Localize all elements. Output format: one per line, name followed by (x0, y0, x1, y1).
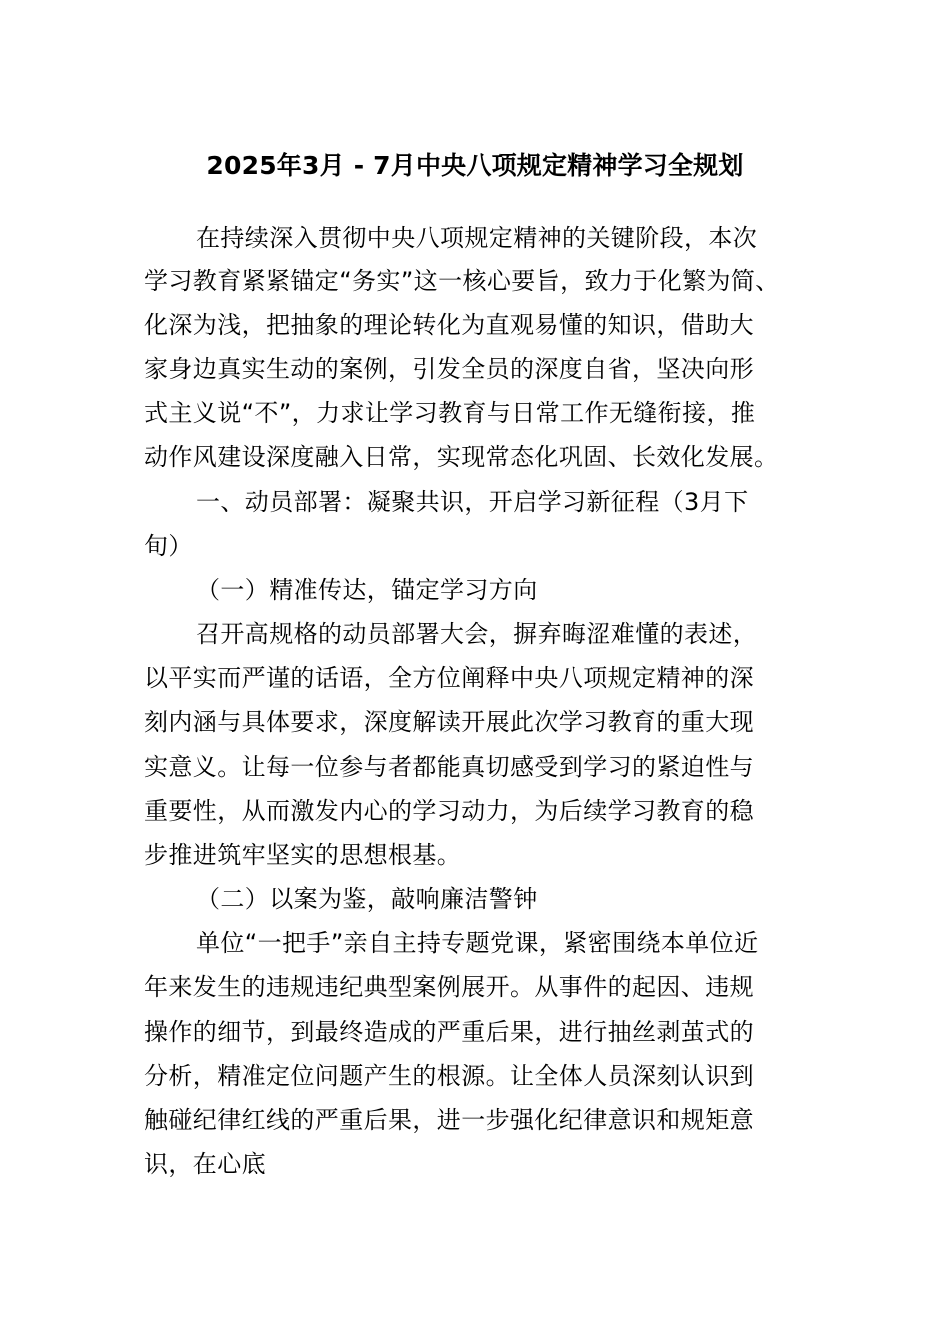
paragraph-line: 重要性，从而激发内心的学习动力，为后续学习教育的稳 (144, 797, 754, 825)
paragraph-line: 操作的细节，到最终造成的严重后果，进行抽丝剥茧式的 (144, 1018, 754, 1046)
paragraph-line: 刻内涵与具体要求，深度解读开展此次学习教育的重大现 (144, 708, 754, 736)
paragraph-line: 实意义。让每一位参与者都能真切感受到学习的紧迫性与 (144, 753, 754, 781)
paragraph-line: 步推进筑牢坚实的思想根基。 (144, 841, 462, 869)
subsection-heading: （二）以案为鉴，敲响廉洁警钟 (196, 885, 538, 913)
paragraph-line: 识，在心底 (144, 1150, 266, 1178)
paragraph-line: 分析，精准定位问题产生的根源。让全体人员深刻认识到 (144, 1062, 754, 1090)
paragraph-line: 学习教育紧紧锚定“务实”这一核心要旨，致力于化繁为简、 (144, 267, 780, 295)
document-title: 2025年3月 - 7月中央八项规定精神学习全规划 (206, 151, 744, 180)
paragraph-line: 以平实而严谨的话语，全方位阐释中央八项规定精神的深 (144, 664, 754, 692)
paragraph-line: 年来发生的违规违纪典型案例展开。从事件的起因、违规 (144, 973, 754, 1001)
paragraph-line: 化深为浅，把抽象的理论转化为直观易懂的知识，借助大 (144, 311, 754, 339)
section-heading: 一、动员部署：凝聚共识，开启学习新征程（3月下 (196, 488, 749, 516)
paragraph-line: 单位“一把手”亲自主持专题党课，紧密围绕本单位近 (196, 929, 759, 957)
paragraph-line: 召开高规格的动员部署大会，摒弃晦涩难懂的表述， (196, 620, 758, 648)
subsection-heading: （一）精准传达，锚定学习方向 (196, 576, 538, 604)
paragraph-line: 在持续深入贯彻中央八项规定精神的关键阶段，本次 (196, 224, 758, 252)
section-heading: 旬） (144, 532, 193, 560)
paragraph-line: 式主义说“不”，力求让学习教育与日常工作无缝衔接，推 (144, 399, 756, 427)
paragraph-line: 动作风建设深度融入日常，实现常态化巩固、长效化发展。 (144, 443, 779, 471)
paragraph-line: 家身边真实生动的案例，引发全员的深度自省，坚决向形 (144, 355, 754, 383)
paragraph-line: 触碰纪律红线的严重后果，进一步强化纪律意识和规矩意 (144, 1106, 754, 1134)
